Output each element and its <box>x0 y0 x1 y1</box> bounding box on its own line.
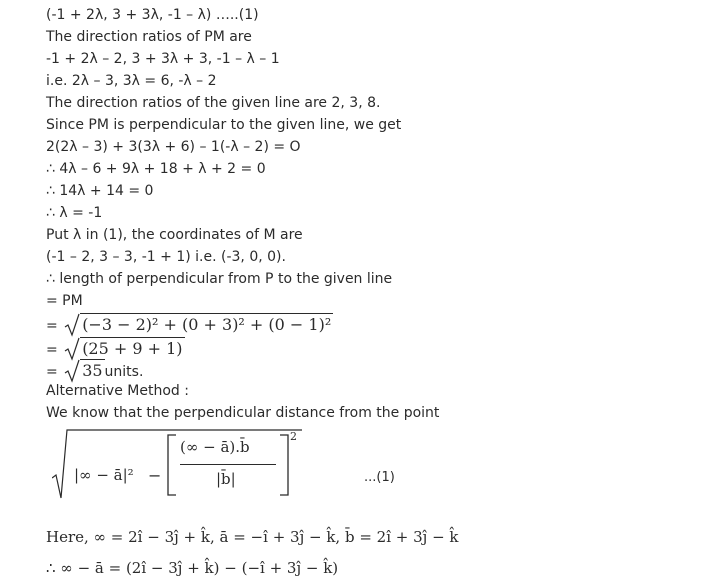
units-label: units. <box>104 364 144 380</box>
fraction-denominator: |b̄| <box>216 470 236 488</box>
radicand: 35 <box>82 361 103 380</box>
text-line: (-1 – 2, 3 – 3, -1 + 1) i.e. (-3, 0, 0). <box>46 249 286 265</box>
square-root <box>64 337 184 360</box>
square-root <box>64 313 333 336</box>
right-bracket-icon <box>278 434 290 496</box>
text-line: -1 + 2λ – 2, 3 + 3λ + 3, -1 – λ – 1 <box>46 51 280 67</box>
radical-sign-icon <box>64 337 80 361</box>
left-bracket-icon <box>166 434 178 496</box>
fraction-bar <box>180 464 276 465</box>
sqrt-line <box>46 359 143 383</box>
equals-sign: = <box>46 318 58 334</box>
text-line: = PM <box>46 293 83 309</box>
equals-sign: = <box>46 342 58 358</box>
equation-ref: ...(1) <box>364 470 395 485</box>
text-line: Put λ in (1), the coordinates of M are <box>46 227 303 243</box>
text-line: The direction ratios of PM are <box>46 29 252 45</box>
text-line: ∴ length of perpendicular from P to the given line <box>46 271 393 287</box>
exponent: 2 <box>290 430 297 443</box>
text-line: We know that the perpendicular distance from the point <box>46 405 440 421</box>
equals-sign: = <box>46 364 58 380</box>
radical-sign-icon <box>64 359 80 383</box>
text-line: Since PM is perpendicular to the given line, we get <box>46 117 402 133</box>
sqrt-line <box>46 337 185 361</box>
fraction-numerator: (∞ − ā).b̄ <box>180 438 250 456</box>
text-line: The direction ratios of the given line are 2, 3, 8. <box>46 95 381 111</box>
text-line: 2(2λ – 3) + 3(3λ + 6) – 1(-λ – 2) = O <box>46 139 301 155</box>
sqrt-line <box>46 313 333 337</box>
abs-term: |∞ − ā|² <box>74 466 134 484</box>
radical-sign-icon <box>64 313 80 337</box>
square-root <box>64 359 104 382</box>
text-line: ∴ 4λ – 6 + 9λ + 18 + λ + 2 = 0 <box>46 161 266 177</box>
radicand: (25 + 9 + 1) <box>82 339 183 358</box>
therefore-line: ∴ ∞ − ā = (2î − 3ĵ + k̂) − (−î + 3ĵ − k̂) <box>46 559 339 577</box>
text-line: ∴ λ = -1 <box>46 205 103 221</box>
alt-heading: Alternative Method : <box>46 383 189 399</box>
text-line: ∴ 14λ + 14 = 0 <box>46 183 154 199</box>
radicand: (−3 − 2)² + (0 + 3)² + (0 − 1)² <box>82 315 332 334</box>
here-line: Here, ∞ = 2î − 3ĵ + k̂, ā = −î + 3ĵ − k̂, b̄ = 2î + 3ĵ − k̂ <box>46 528 459 546</box>
distance-formula <box>52 428 352 498</box>
minus-sign: − <box>148 466 162 485</box>
text-line: i.e. 2λ – 3, 3λ = 6, -λ – 2 <box>46 73 217 89</box>
text-line: (-1 + 2λ, 3 + 3λ, -1 – λ) …..(1) <box>46 7 259 23</box>
